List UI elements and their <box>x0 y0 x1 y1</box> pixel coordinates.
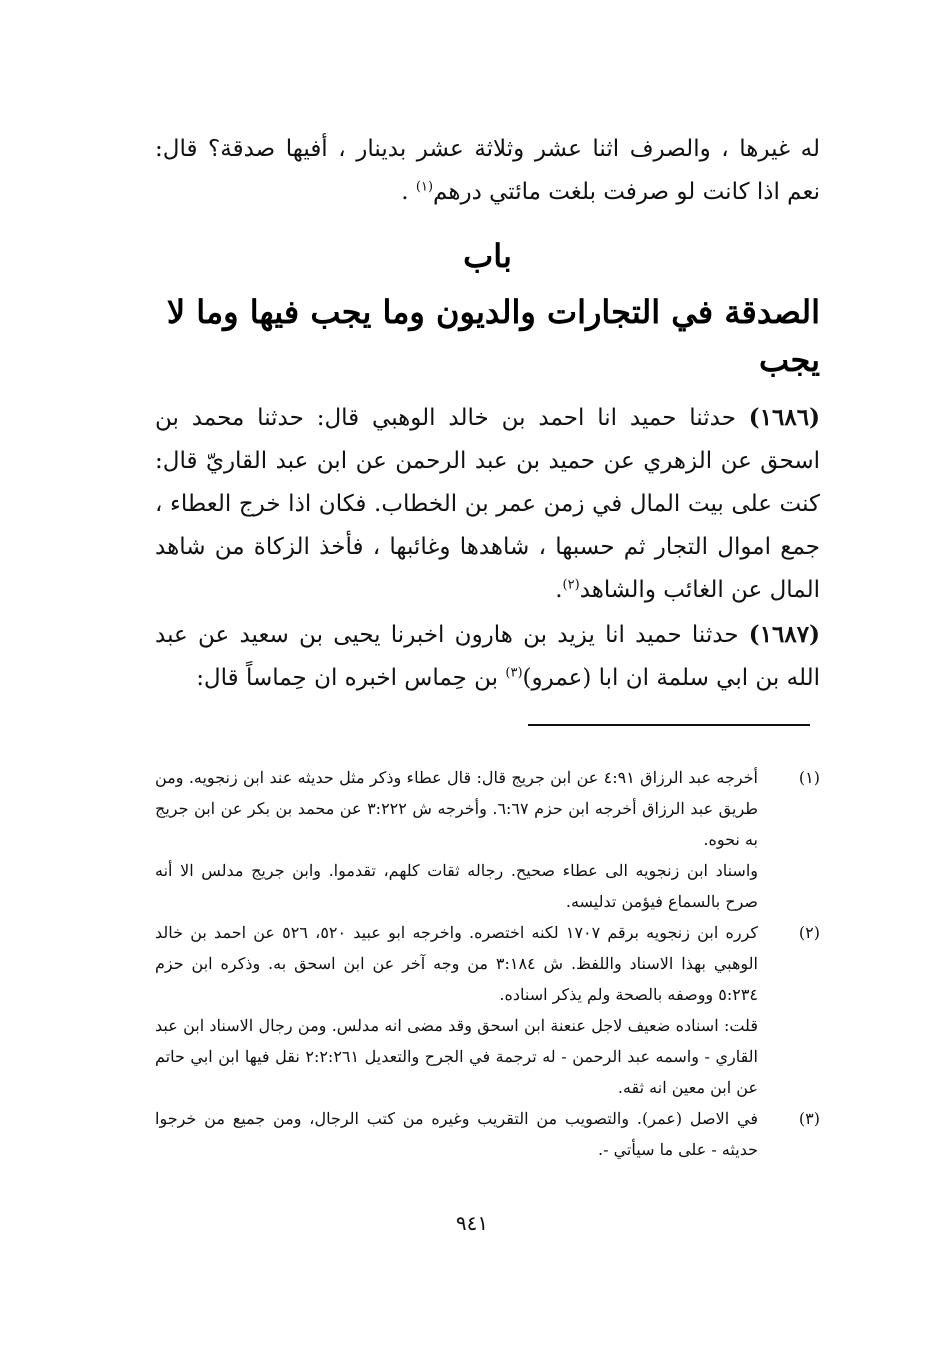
footnote-3 <box>155 1103 820 1165</box>
footnote-line: أخرجه عبد الرزاق ٤:٩١ عن ابن جريج قال: قال عطاء وذكر مثل حديثه عند ابن زنجويه. ومن طريق عبد الرزاق أخرجه ابن حزم ٦:٦٧. وأخرجه ش ٣:٢٢٢ عن محمد بن بكر عن ابن جريج به نحوه. <box>155 768 759 849</box>
hadith-paragraph-1686 <box>155 396 820 612</box>
footnote-line: كرره ابن زنجويه برقم ١٧٠٧ لكنه اختصره. واخرجه ابو عبيد ٥٢٠، ٥٢٦ عن احمد بن خالد الوهبي بهذا الاسناد واللفظ. ش ٣:١٨٤ من وجه آخر عن ابن اسحق به. وذكره ابن حزم ٥:٢٣٤ ووصفه بالصحة ولم يذكر اسناده. <box>155 923 759 1004</box>
hadith-text-before: حدثنا حميد انا يزيد بن هارون اخبرنا يحيى بن سعيد عن عبد الله بن ابي سلمة ان ابا (عمرو) <box>155 622 820 691</box>
footnote-line: واسناد ابن زنجويه الى عطاء صحيح. رجاله ثقات كلهم، تقدموا. وابن جريج مدلس الا أنه صرح بالسماع فيؤمن تدليسه. <box>155 861 758 911</box>
footnote-body <box>155 762 758 917</box>
hadith-number: (١٦٨٦) <box>748 404 820 431</box>
hadith-end: . <box>555 577 563 603</box>
footnote-mark: (١) <box>798 768 820 787</box>
footnote-mark: (٢) <box>798 923 820 942</box>
continuation-paragraph <box>155 128 820 214</box>
hadith-paragraph-1687 <box>155 613 820 700</box>
footnote-ref-2: (٢) <box>562 577 580 593</box>
continuation-end: . <box>401 179 416 205</box>
hadith-text-after: بن حِماس اخبره ان حِماساً قال: <box>196 665 506 691</box>
footnote-body <box>155 917 758 1103</box>
footnote-ref-3: (٣) <box>505 665 523 681</box>
footnote-separator <box>528 724 810 726</box>
footnotes <box>155 762 820 1165</box>
hadith-text: حدثنا حميد انا احمد بن خالد الوهبي قال: حدثنا محمد بن اسحق عن الزهري عن حميد بن عبد الرحمن عن ابن عبد القاريّ قال: كنت على بيت المال في زمن عمر بن الخطاب. فكان اذا خرج العطاء ، جمع اموال التجار ثم حسبها ، شاهدها وغائبها ، فأخذ الزكاة من شاهد المال عن الغائب والشاهد <box>155 405 820 603</box>
footnote-line: في الاصل (عمر). والتصويب من التقريب وغيره من كتب الرجال، ومن جميع من خرجوا حديثه - على ما سيأتي -. <box>155 1109 758 1159</box>
footnote-body <box>155 1103 758 1165</box>
page-number: ٩٤١ <box>455 1211 489 1235</box>
chapter-label: باب <box>463 237 512 275</box>
chapter-title: الصدقة في التجارات والديون وما يجب فيها وما لا يجب <box>166 293 820 379</box>
continuation-text: له غيرها ، والصرف اثنا عشر وثلاثة عشر بدينار ، أفيها صدقة؟ قال: نعم اذا كانت لو صرفت بلغت مائتي درهم <box>155 136 820 205</box>
footnote-mark: (٣) <box>798 1109 820 1128</box>
footnote-line: قلت: اسناده ضعيف لاجل عنعنة ابن اسحق وقد مضى انه مدلس. ومن رجال الاسناد ابن عبد القاري - واسمه عبد الرحمن - له ترجمة في الجرح والتعديل ٢:٢:٢٦١ نقل فيها ابن ابي حاتم عن ابن معين انه ثقه. <box>155 1016 758 1097</box>
footnote-ref-1: (١) <box>415 179 434 195</box>
hadith-number: (١٦٨٧) <box>748 621 820 648</box>
footnote-1 <box>155 762 820 917</box>
footnote-2 <box>155 917 820 1103</box>
